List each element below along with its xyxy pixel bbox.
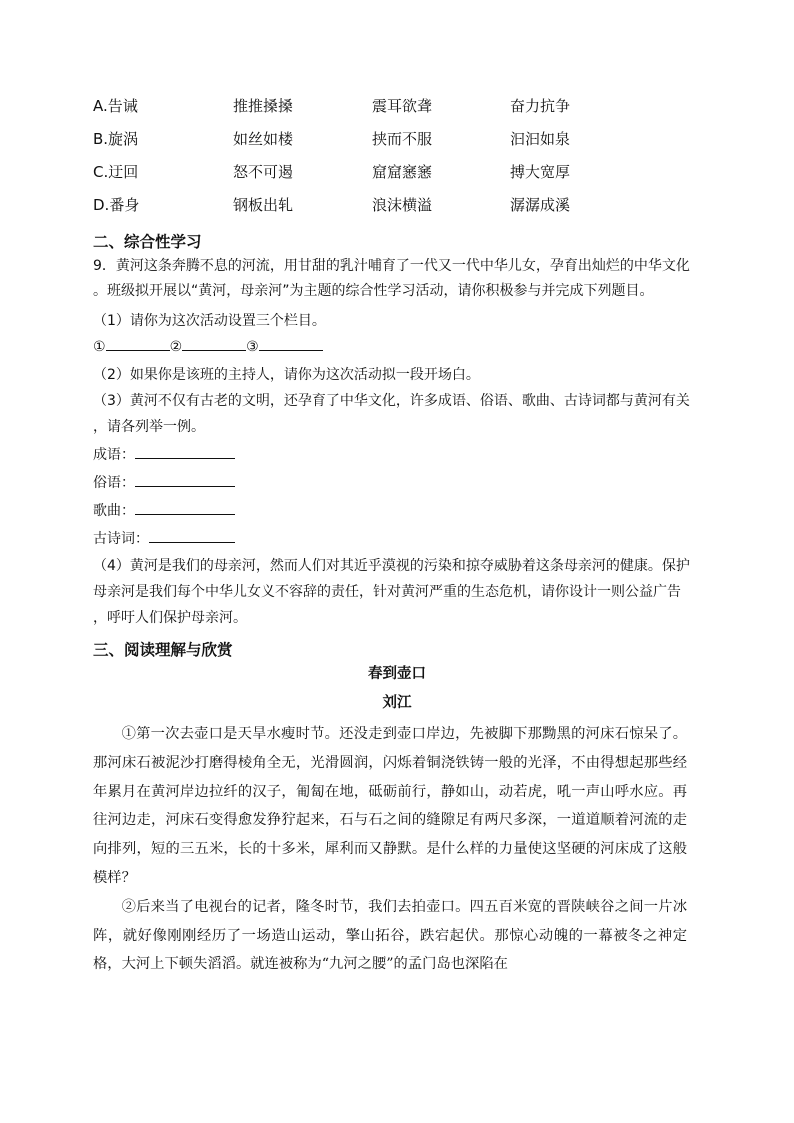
passage-title: 春到壶口 xyxy=(368,665,426,682)
option-d-2: 钢板出轧 xyxy=(233,196,294,214)
q9-sub4-line3: ，呼吁人们保护母亲河。 xyxy=(93,610,247,626)
option-b-1: B.旋涡 xyxy=(93,130,139,148)
song-label: 歌曲： xyxy=(93,503,135,519)
blank2-input[interactable] xyxy=(182,336,246,351)
q9-sub1: （1）请你为这次活动设置三个栏目。 xyxy=(93,313,326,329)
passage-author: 刘江 xyxy=(382,694,412,711)
column-blanks xyxy=(93,336,323,358)
option-b-4: 汩汩如泉 xyxy=(510,130,571,148)
idiom-row xyxy=(93,444,235,466)
idiom-label: 成语： xyxy=(93,447,135,463)
blank1-label: ① xyxy=(93,339,106,355)
q9-sub4-line1: （4）黄河是我们的母亲河，然而人们对其近乎漠视的污染和掠夺威胁着这条母亲河的健康。保护 xyxy=(93,558,690,574)
blank2-label: ② xyxy=(169,339,183,355)
option-b-3: 挟而不服 xyxy=(372,130,433,148)
q9-line1: 9．黄河这条奔腾不息的河流，用甘甜的乳汁哺育了一代又一代中华儿女，孕育出灿烂的中华文化 xyxy=(93,258,690,274)
section3-heading: 三、阅读理解与欣赏 xyxy=(93,641,233,659)
section2-heading: 二、综合性学习 xyxy=(93,233,202,251)
saying-label: 俗语： xyxy=(93,475,135,491)
option-d-4: 潺潺成溪 xyxy=(510,196,571,214)
option-a-1: A.告诫 xyxy=(93,97,138,115)
option-a-3: 震耳欲聋 xyxy=(372,97,433,115)
q9-sub2: （2）如果你是该班的主持人，请你为这次活动拟一段开场白。 xyxy=(93,367,480,383)
option-c-1: C.迂回 xyxy=(93,163,139,181)
option-c-3: 窟窟窸窸 xyxy=(372,163,433,181)
poem-row xyxy=(93,528,235,550)
song-row xyxy=(93,500,235,522)
option-c-2: 怒不可遏 xyxy=(233,163,294,181)
q9-sub3-line1: （3）黄河不仅有古老的文明，还孕育了中华文化，许多成语、俗语、歌曲、古诗词都与黄河有关 xyxy=(93,393,690,409)
saying-input[interactable] xyxy=(135,472,235,487)
passage-body xyxy=(93,720,687,979)
blank1-input[interactable] xyxy=(106,336,170,351)
option-c-4: 搏大宽厚 xyxy=(510,163,571,181)
saying-row xyxy=(93,472,235,494)
idiom-input[interactable] xyxy=(135,444,235,459)
option-a-2: 推推搡搡 xyxy=(233,97,294,115)
poem-label: 古诗词： xyxy=(93,531,149,547)
q9-line2: 。班级拟开展以“黄河，母亲河”为主题的综合性学习活动，请你积极参与并完成下列题目。 xyxy=(93,283,654,299)
option-d-1: D.番身 xyxy=(93,196,140,214)
q9-sub4-line2: 母亲河是我们每个中华儿女义不容辞的责任，针对黄河严重的生态危机，请你设计一则公益广告 xyxy=(93,584,681,600)
q9-sub3-line2: ，请各列举一例。 xyxy=(93,419,205,435)
blank3-input[interactable] xyxy=(259,336,323,351)
passage-paragraph-2: ②后来当了电视台的记者，隆冬时节，我们去拍壶口。四五百米宽的晋陕峡谷之间一片冰阵，就好像刚刚经历了一场造山运动，擎山拓谷，跌宕起伏。那惊心动魄的一幕被冬之神定格，大河上下顿失滔滔。就连被称为“九河之腰”的孟门岛也深陷在 xyxy=(93,898,687,973)
blank3-label: ③ xyxy=(246,339,259,355)
option-a-4: 奋力抗争 xyxy=(510,97,571,115)
passage-paragraph-1: ①第一次去壶口是天旱水瘦时节。还没走到壶口岸边，先被脚下那黝黑的河床石惊呆了。那河床石被泥沙打磨得棱角全无，光滑圆润，闪烁着铜浇铁铸一般的光泽，不由得想起那些经年累月在黄河岸边拉纤的汉子，匍匐在地，砥砺前行，静如山，动若虎，吼一声山呼水应。再往河边走，河床石变得愈发狰狞起来，石与石之间的缝隙足有两尺多深，一道道顺着河流的走向排列，短的三五米，长的十多米，犀利而又静默。是什么样的力量使这坚硬的河床成了这般模样？ xyxy=(93,726,687,886)
option-d-3: 浪沫横溢 xyxy=(372,196,433,214)
song-input[interactable] xyxy=(135,500,235,515)
option-b-2: 如丝如楼 xyxy=(233,130,294,148)
poem-input[interactable] xyxy=(149,528,235,543)
